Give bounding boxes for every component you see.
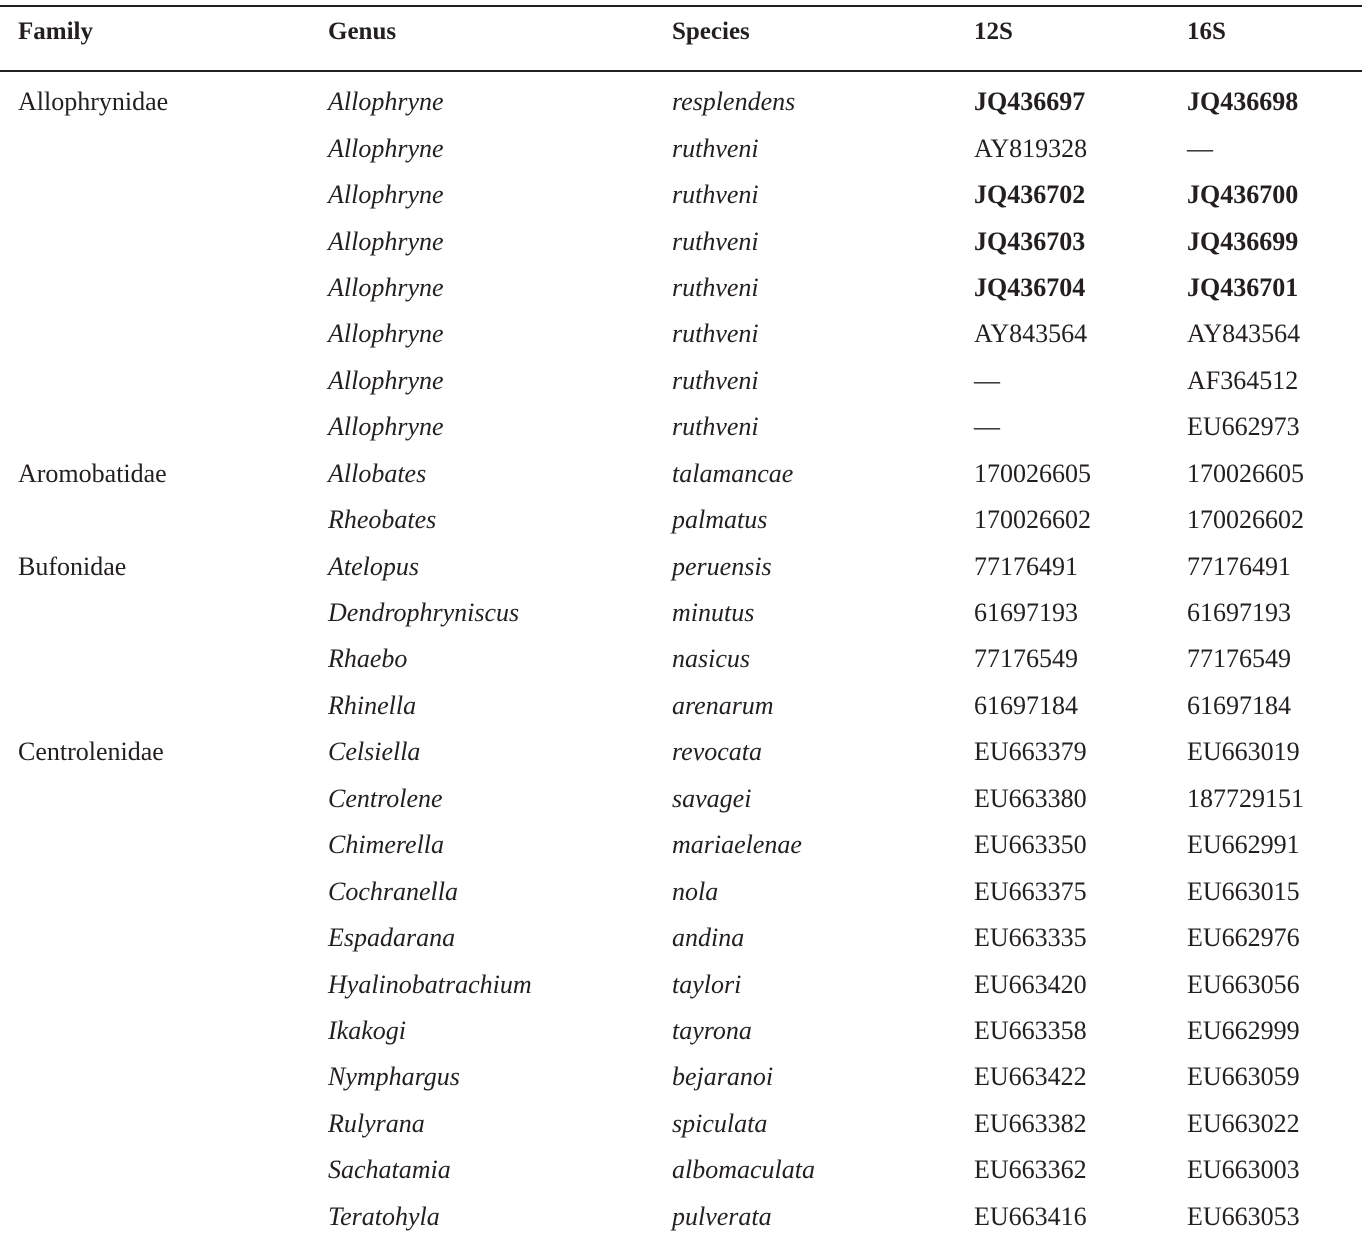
table-top-rule bbox=[0, 5, 1362, 7]
cell-12s: EU663335 bbox=[974, 923, 1087, 953]
cell-16s: EU662976 bbox=[1187, 923, 1300, 953]
cell-genus: Allophryne bbox=[328, 319, 444, 349]
cell-species: mariaelenae bbox=[672, 830, 802, 860]
cell-12s: EU663416 bbox=[974, 1201, 1087, 1231]
table-row bbox=[0, 1008, 1362, 1054]
table-row bbox=[0, 1054, 1362, 1100]
cell-genus: Allophryne bbox=[328, 272, 444, 302]
cell-16s: 170026602 bbox=[1187, 505, 1304, 535]
cell-genus: Celsiella bbox=[328, 737, 421, 767]
cell-genus: Dendrophryniscus bbox=[328, 598, 520, 628]
cell-species: palmatus bbox=[672, 505, 768, 535]
cell-species: ruthveni bbox=[672, 412, 759, 442]
cell-species: ruthveni bbox=[672, 133, 759, 163]
table-row bbox=[0, 729, 1362, 775]
cell-16s: EU662973 bbox=[1187, 412, 1300, 442]
cell-12s: 170026605 bbox=[974, 458, 1091, 488]
table-body bbox=[0, 79, 1362, 1240]
table-row bbox=[0, 915, 1362, 961]
table-row bbox=[0, 265, 1362, 311]
cell-12s: EU663350 bbox=[974, 830, 1087, 860]
cell-12s: 77176549 bbox=[974, 644, 1078, 674]
cell-16s: EU662999 bbox=[1187, 1015, 1300, 1045]
cell-16s: 61697184 bbox=[1187, 690, 1291, 720]
cell-16s: EU663056 bbox=[1187, 969, 1300, 999]
cell-16s: 170026605 bbox=[1187, 458, 1304, 488]
cell-16s: 61697193 bbox=[1187, 598, 1291, 628]
cell-12s: EU663422 bbox=[974, 1062, 1087, 1092]
cell-12s: 77176491 bbox=[974, 551, 1078, 581]
cell-12s: JQ436704 bbox=[974, 272, 1086, 302]
table-row bbox=[0, 125, 1362, 171]
cell-12s: EU663362 bbox=[974, 1155, 1087, 1185]
table-header-row bbox=[0, 14, 1362, 50]
table-row bbox=[0, 311, 1362, 357]
cell-12s: EU663375 bbox=[974, 876, 1087, 906]
cell-species: bejaranoi bbox=[672, 1062, 774, 1092]
cell-species: nola bbox=[672, 876, 719, 906]
cell-12s: — bbox=[974, 365, 1000, 395]
table-row bbox=[0, 543, 1362, 589]
table-row bbox=[0, 822, 1362, 868]
cell-16s: — bbox=[1187, 133, 1213, 163]
cell-genus: Nymphargus bbox=[328, 1062, 460, 1092]
cell-species: ruthveni bbox=[672, 180, 759, 210]
table-row bbox=[0, 961, 1362, 1007]
cell-12s: EU663382 bbox=[974, 1108, 1087, 1138]
cell-16s: JQ436698 bbox=[1187, 87, 1299, 117]
cell-16s: EU663022 bbox=[1187, 1108, 1300, 1138]
cell-genus: Rulyrana bbox=[328, 1108, 425, 1138]
header-genus: Genus bbox=[328, 18, 397, 45]
cell-species: revocata bbox=[672, 737, 762, 767]
cell-genus: Atelopus bbox=[328, 551, 419, 581]
cell-16s: JQ436701 bbox=[1187, 272, 1299, 302]
cell-16s: EU663059 bbox=[1187, 1062, 1300, 1092]
cell-12s: 61697193 bbox=[974, 598, 1078, 628]
cell-genus: Espadarana bbox=[328, 923, 456, 953]
cell-12s: — bbox=[974, 412, 1000, 442]
cell-genus: Chimerella bbox=[328, 830, 445, 860]
table-row bbox=[0, 79, 1362, 125]
cell-family: Bufonidae bbox=[18, 551, 127, 581]
cell-12s: EU663358 bbox=[974, 1015, 1087, 1045]
cell-12s: JQ436703 bbox=[974, 226, 1086, 256]
cell-genus: Centrolene bbox=[328, 783, 443, 813]
table-row bbox=[0, 636, 1362, 682]
cell-genus: Rhaebo bbox=[328, 644, 408, 674]
table-row bbox=[0, 358, 1362, 404]
cell-species: talamancae bbox=[672, 458, 794, 488]
header-species: Species bbox=[672, 18, 750, 45]
cell-species: taylori bbox=[672, 969, 742, 999]
cell-family: Allophrynidae bbox=[18, 87, 169, 117]
cell-12s: AY819328 bbox=[974, 133, 1088, 163]
cell-genus: Cochranella bbox=[328, 876, 458, 906]
cell-genus: Allophryne bbox=[328, 87, 444, 117]
cell-family: Aromobatidae bbox=[18, 458, 167, 488]
cell-12s: 61697184 bbox=[974, 690, 1078, 720]
cell-16s: EU663019 bbox=[1187, 737, 1300, 767]
table-row bbox=[0, 497, 1362, 543]
table-row bbox=[0, 683, 1362, 729]
table-row bbox=[0, 868, 1362, 914]
cell-genus: Allobates bbox=[328, 458, 427, 488]
table-row bbox=[0, 404, 1362, 450]
cell-species: minutus bbox=[672, 598, 755, 628]
cell-species: andina bbox=[672, 923, 745, 953]
cell-16s: AF364512 bbox=[1187, 365, 1299, 395]
cell-genus: Rhinella bbox=[328, 690, 417, 720]
cell-genus: Allophryne bbox=[328, 180, 444, 210]
header-12s: 12S bbox=[974, 18, 1013, 45]
cell-family: Centrolenidae bbox=[18, 737, 164, 767]
cell-species: spiculata bbox=[672, 1108, 768, 1138]
cell-species: savagei bbox=[672, 783, 752, 813]
cell-12s: JQ436697 bbox=[974, 87, 1086, 117]
cell-16s: 77176491 bbox=[1187, 551, 1291, 581]
cell-12s: JQ436702 bbox=[974, 180, 1086, 210]
cell-genus: Allophryne bbox=[328, 365, 444, 395]
cell-species: albomaculata bbox=[672, 1155, 815, 1185]
table-header-rule bbox=[0, 70, 1362, 72]
header-16s: 16S bbox=[1187, 18, 1226, 45]
cell-genus: Allophryne bbox=[328, 412, 444, 442]
table-row bbox=[0, 1147, 1362, 1193]
header-family: Family bbox=[18, 18, 93, 45]
cell-species: resplendens bbox=[672, 87, 796, 117]
cell-16s: EU663053 bbox=[1187, 1201, 1300, 1231]
table-row bbox=[0, 451, 1362, 497]
cell-16s: EU663003 bbox=[1187, 1155, 1300, 1185]
cell-16s: EU663015 bbox=[1187, 876, 1300, 906]
cell-species: ruthveni bbox=[672, 319, 759, 349]
cell-12s: EU663379 bbox=[974, 737, 1087, 767]
cell-species: ruthveni bbox=[672, 272, 759, 302]
cell-16s: JQ436700 bbox=[1187, 180, 1299, 210]
cell-genus: Sachatamia bbox=[328, 1155, 451, 1185]
table-row bbox=[0, 776, 1362, 822]
table-row bbox=[0, 218, 1362, 264]
cell-16s: AY843564 bbox=[1187, 319, 1301, 349]
cell-genus: Allophryne bbox=[328, 226, 444, 256]
cell-16s: 187729151 bbox=[1187, 783, 1304, 813]
cell-genus: Allophryne bbox=[328, 133, 444, 163]
table-row bbox=[0, 590, 1362, 636]
cell-genus: Ikakogi bbox=[328, 1015, 406, 1045]
cell-16s: 77176549 bbox=[1187, 644, 1291, 674]
cell-species: ruthveni bbox=[672, 365, 759, 395]
cell-species: peruensis bbox=[672, 551, 772, 581]
cell-genus: Teratohyla bbox=[328, 1201, 440, 1231]
cell-species: arenarum bbox=[672, 690, 774, 720]
table-row bbox=[0, 1101, 1362, 1147]
cell-species: tayrona bbox=[672, 1015, 752, 1045]
cell-12s: EU663380 bbox=[974, 783, 1087, 813]
table-row bbox=[0, 172, 1362, 218]
cell-16s: EU662991 bbox=[1187, 830, 1300, 860]
cell-species: ruthveni bbox=[672, 226, 759, 256]
cell-12s: EU663420 bbox=[974, 969, 1087, 999]
cell-species: pulverata bbox=[672, 1201, 772, 1231]
cell-12s: AY843564 bbox=[974, 319, 1088, 349]
cell-16s: JQ436699 bbox=[1187, 226, 1299, 256]
cell-genus: Rheobates bbox=[328, 505, 437, 535]
cell-species: nasicus bbox=[672, 644, 750, 674]
cell-genus: Hyalinobatrachium bbox=[328, 969, 532, 999]
cell-12s: 170026602 bbox=[974, 505, 1091, 535]
